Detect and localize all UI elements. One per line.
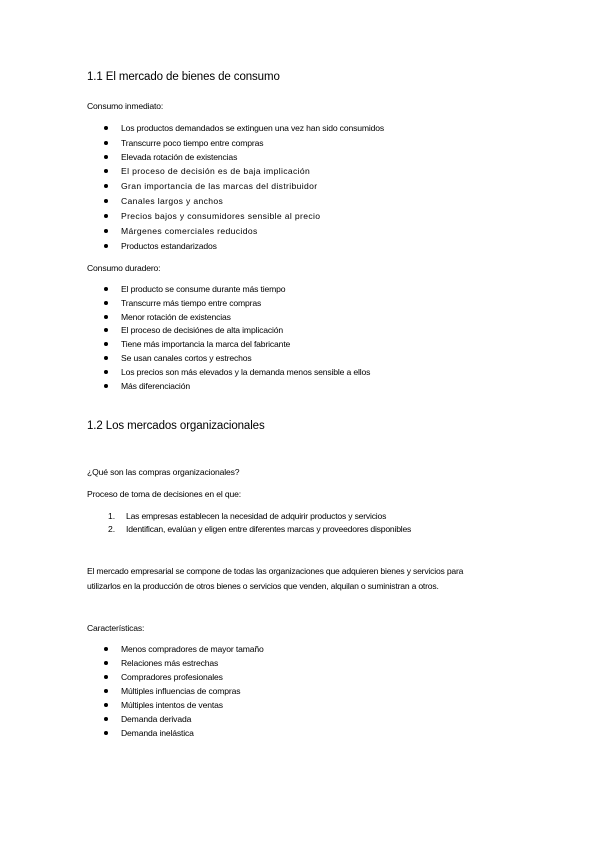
section-heading-mercados-organizacionales: 1.2 Los mercados organizacionales	[87, 420, 265, 432]
document-page: 1.1 El mercado de bienes de consumo Consumo inmediato: Los productos demandados se extinguen una vez han sido consumidos Transcurre poco tiempo entre compras Elevada rotación de existencias El proceso de decisión es de baja implicación Gran importancia de las marcas del distribuidor Canales largos y anchos Precios bajos y consumidores sensible al precio Márgenes comerciales reducidos Productos estandarizados Consumo duradero: El producto se consume durante más tiempo Transcurre más tiempo entre compras Menor rotación de existencias El proceso de decisiónes de alta implicación Tiene más importancia la marca del fabricante Se usan canales cortos y estrechos Los precios son más elevados y la demanda menos sensible a ellos Más diferenciación 1.2 Los mercados organizacionales ¿Qué son las compras organizacionales? Proceso de toma de decisiones en el que: 1. Las empresas establecen la necesidad de adquirir productos y servicios 2. Identifican, evalúan y eligen entre diferentes marcas y proveedores disponibles El mercado empresarial se compone de todas las organizaciones que adquieren bienes y servicios para utilizarlos en la producción de otros bienes o servicios que venden, alquilan o suministran a otros. Características: Menos compradores de mayor tamaño Relaciones más estrechas Compradores profesionales Múltiples influencias de compras Múltiples intentos de ventas Demanda derivada Demanda inelástica	[0, 0, 599, 848]
caracteristicas-label: Características:	[87, 623, 145, 633]
compras-organizacionales-question: ¿Qué son las compras organizacionales?	[87, 467, 240, 477]
section-heading-bienes-consumo: 1.1 El mercado de bienes de consumo	[87, 71, 280, 83]
proceso-label: Proceso de toma de decisiones en el que:	[87, 489, 242, 499]
mercado-empresarial-paragraph: El mercado empresarial se compone de todas las organizaciones que adquieren bienes y servicios para utilizarlos en la producción de otros bienes o servicios que venden, alquilan o suministran a otros.	[87, 566, 464, 591]
consumo-duradero-label: Consumo duradero:	[87, 263, 161, 273]
consumo-inmediato-label: Consumo inmediato:	[87, 101, 164, 111]
